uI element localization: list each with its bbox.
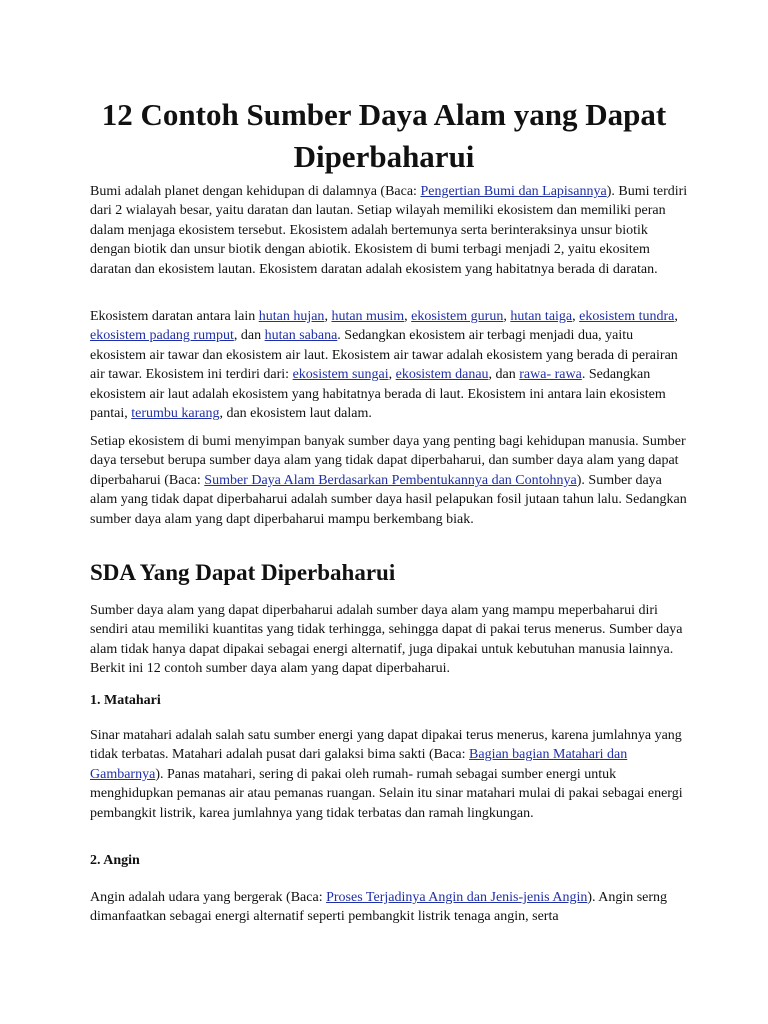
link-ekosistem-sungai[interactable]: ekosistem sungai (292, 367, 389, 383)
text: Ekosistem daratan antara lain (90, 309, 259, 324)
text: , dan ekosistem laut dalam. (219, 406, 372, 422)
link-hutan-sabana[interactable]: hutan sabana (264, 328, 338, 344)
link-ekosistem-padang-rumput[interactable]: ekosistem padang rumput (90, 328, 234, 344)
link-hutan-hujan[interactable]: hutan hujan (258, 309, 325, 324)
link-terumbu-karang[interactable]: terumbu karang (131, 406, 220, 422)
text: ). Sumber daya alam yang tidak dapat diperbaharui adalah sumber daya hasil pelapukan fosil jutaan tahun lalu. Sedangkan sumber daya alam yang dapt diperbaharui mampu berkembang biak. (90, 472, 687, 527)
text: Sumber daya alam yang dapat diperbaharui adalah sumber daya alam yang mampu meperbaharui diri sendiri atau memiliki kuantitas yang tidak terhingga, sehingga dapat di pakai terus menerus. Sumber daya alam tidak hanya dapat dipakai sebagai energi alternatif, juga dipakai untuk kebutuhan manusia lainnya. Berkit ini 12 contoh sumber daya alam yang dapat diperbaharui. (90, 603, 683, 677)
text: , dan (233, 328, 265, 344)
section-heading: SDA Yang Dapat Diperbaharui (90, 560, 396, 585)
paragraph-matahari (90, 726, 690, 823)
text: , (503, 309, 511, 324)
text: ). Angin serng dimanfaatkan sebagai energi alternatif seperti pembangkit listrik tenaga angin, serta (90, 890, 668, 925)
page-title: 12 Contoh Sumber Daya Alam yang Dapat Diperbaharui (101, 97, 667, 174)
text: Sinar matahari adalah salah satu sumber energi yang dapat dipakai terus menerus, karena jumlahnya yang tidak terbatas. Matahari adalah pusat dari galaksi bima sakti (Baca: (90, 728, 682, 763)
paragraph-intro (90, 182, 690, 279)
text: . Sedangkan ekosistem air laut adalah ekosistem yang habitatnya berada di laut. Ekosistem ini antara lain ekosistem pantai, (90, 367, 666, 422)
paragraph-sumber-daya (90, 432, 690, 529)
link-proses-angin[interactable]: Proses Terjadinya Angin dan Jenis-jenis Angin (326, 890, 588, 905)
text: , (404, 309, 412, 324)
link-hutan-musim[interactable]: hutan musim (331, 309, 405, 324)
text: , (572, 309, 580, 324)
paragraph-ekosistem (90, 307, 690, 423)
link-ekosistem-gurun[interactable]: ekosistem gurun (411, 309, 504, 324)
subheading-angin: 2. Angin (90, 853, 140, 868)
paragraph-angin (90, 888, 690, 927)
link-ekosistem-danau[interactable]: ekosistem danau (395, 367, 489, 383)
text: , (388, 367, 396, 383)
link-hutan-taiga[interactable]: hutan taiga (510, 309, 573, 324)
link-sda-berdasarkan-pembentukan[interactable]: Sumber Daya Alam Berdasarkan Pembentukannya dan Contohnya (204, 472, 577, 488)
link-pengertian-bumi[interactable]: Pengertian Bumi dan Lapisannya (420, 184, 607, 199)
text: Angin adalah udara yang bergerak (Baca: (90, 890, 327, 905)
text: Bumi adalah planet dengan kehidupan di dalamnya (Baca: (90, 184, 421, 199)
text: , (324, 309, 332, 324)
text: , dan (488, 367, 520, 383)
text: , (674, 309, 678, 324)
link-ekosistem-tundra[interactable]: ekosistem tundra (579, 309, 675, 324)
paragraph-sda-definition (90, 601, 690, 679)
link-rawa-rawa[interactable]: rawa- rawa (519, 367, 582, 383)
text: ). Panas matahari, sering di pakai oleh rumah- rumah sebagai sumber energi untuk menghidupkan pemanas air atau pemanas ruangan. Selain itu sinar matahari mulai di pakai sebagai energi pembangkit listrik, karea jumlahnya yang tidak terbatas dan ramah lingkungan. (90, 766, 683, 821)
subheading-matahari: 1. Matahari (90, 693, 161, 708)
text: ). Bumi terdiri dari 2 wialayah besar, yaitu daratan dan lautan. Setiap wilayah memiliki ekosistem dan memiliki peran dalam menjaga ekosistem tersebut. Ekosistem adalah bertemunya serta berinteraksinya unsur biotik dengan biotik dan unsur biotik dengan abiotik. Ekosistem di bumi terbagi menjadi 2, yaitu ekositem daratan dan ekosistem lautan. Ekosistem daratan adalah ekosistem yang habitatnya berada di daratan. (90, 184, 688, 277)
text: Setiap ekosistem di bumi menyimpan banyak sumber daya yang penting bagi kehidupan manusia. Sumber daya tersebut berupa sumber daya alam yang tidak dapat diperbaharui, dan sumber daya alam yang dapat diperbaharui (Baca: (90, 434, 686, 488)
link-bagian-matahari[interactable]: Bagian bagian Matahari dan Gambarnya (90, 747, 628, 782)
text: . Sedangkan ekosistem air terbagi menjadi dua, yaitu ekosistem air tawar dan ekosistem air laut. Ekosistem air tawar adalah ekosistem yang berada di perairan air tawar. Ekosistem ini terdiri dari: (90, 328, 678, 383)
